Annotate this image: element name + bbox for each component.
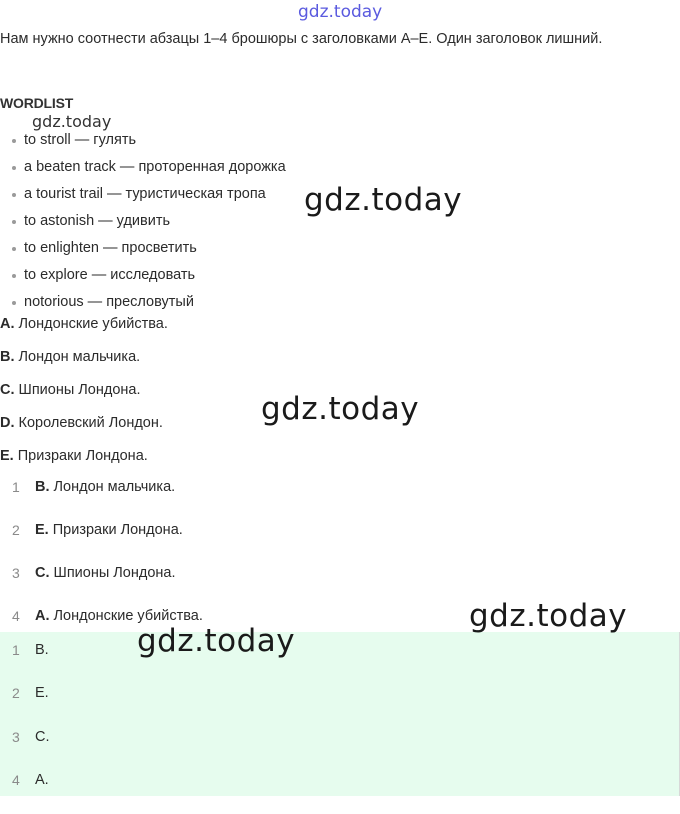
answer-number: 3: [12, 728, 20, 745]
wordlist-item-text: notorious — пресловутый: [24, 294, 194, 310]
watermark-large: gdz.today: [137, 623, 296, 659]
task-statement: Нам нужно соотнести абзацы 1–4 брошюры с заголовками A–E. Один заголовок лишний.: [0, 31, 603, 47]
heading-text: Королевский Лондон.: [18, 415, 163, 431]
answer-heading: Призраки Лондона.: [52, 522, 183, 538]
heading-text: Лондон мальчика.: [18, 349, 141, 365]
answer-text: [35, 564, 176, 582]
headings-list: [0, 315, 168, 480]
answer-number: 3: [12, 565, 20, 581]
bullet-icon: [12, 247, 16, 251]
heading-text: Лондонские убийства.: [18, 316, 168, 332]
watermark-large: gdz.today: [304, 182, 463, 218]
answer-number: 1: [12, 479, 20, 495]
bullet-icon: [12, 193, 16, 197]
wordlist-item-text: to astonish — удивить: [24, 213, 171, 229]
wordlist-item: [12, 131, 286, 158]
wordlist-item-text: to stroll — гулять: [24, 132, 137, 148]
wordlist-item: [12, 212, 286, 239]
bullet-icon: [12, 274, 16, 278]
answer-letter: A.: [35, 771, 49, 788]
heading-text: Призраки Лондона.: [17, 448, 148, 464]
answer-heading: Лондонские убийства.: [53, 608, 203, 624]
heading-text: Шпионы Лондона.: [18, 382, 141, 398]
short-answer-row: [0, 684, 680, 727]
watermark-top: gdz.today: [298, 2, 383, 22]
answer-letter: C.: [35, 728, 50, 745]
heading-d: [0, 414, 168, 447]
bullet-icon: [12, 166, 16, 170]
answer-letter: B.: [35, 479, 50, 495]
answer-text: [35, 521, 183, 539]
heading-letter: E.: [0, 448, 14, 464]
bullet-icon: [12, 301, 16, 305]
wordlist-item: [12, 185, 286, 212]
answer-letter: A.: [35, 608, 50, 624]
heading-letter: D.: [0, 415, 15, 431]
wordlist-item-text: to enlighten — просветить: [24, 240, 197, 256]
answer-heading: Шпионы Лондона.: [53, 565, 176, 581]
heading-letter: B.: [0, 349, 15, 365]
watermark-large: gdz.today: [261, 391, 420, 427]
answer-row: [0, 521, 680, 564]
heading-letter: A.: [0, 316, 15, 332]
heading-letter: C.: [0, 382, 15, 398]
answer-heading: Лондон мальчика.: [53, 479, 176, 495]
answer-letter: E.: [35, 522, 49, 538]
watermark-small: gdz.today: [32, 112, 112, 131]
wordlist-item: [12, 239, 286, 266]
wordlist-title: WORDLIST: [0, 95, 74, 111]
answer-letter: C.: [35, 565, 50, 581]
wordlist-item: [12, 158, 286, 185]
short-answer-row: [0, 728, 680, 771]
short-answer-row: [0, 771, 680, 814]
answers-short: [0, 641, 680, 814]
answer-letter: E.: [35, 685, 49, 702]
answer-text: [35, 478, 175, 496]
answer-number: 4: [12, 608, 20, 624]
answer-row: [0, 478, 680, 521]
answer-number: 2: [12, 522, 20, 538]
answer-number: 1: [12, 642, 20, 658]
heading-c: [0, 381, 168, 414]
heading-e: [0, 447, 168, 480]
heading-b: [0, 348, 168, 381]
wordlist: [12, 131, 286, 320]
watermark-large: gdz.today: [469, 598, 628, 634]
answer-number: 2: [12, 685, 20, 702]
heading-a: [0, 315, 168, 348]
short-answer-row: [0, 641, 680, 684]
answer-letter: B.: [35, 642, 49, 658]
wordlist-item: [12, 266, 286, 293]
bullet-icon: [12, 220, 16, 224]
bullet-icon: [12, 139, 16, 143]
wordlist-item-text: a tourist trail — туристическая тропа: [24, 186, 266, 202]
wordlist-item-text: to explore — исследовать: [24, 267, 196, 283]
answer-number: 4: [12, 771, 20, 788]
wordlist-item-text: a beaten track — проторенная дорожка: [24, 159, 286, 175]
